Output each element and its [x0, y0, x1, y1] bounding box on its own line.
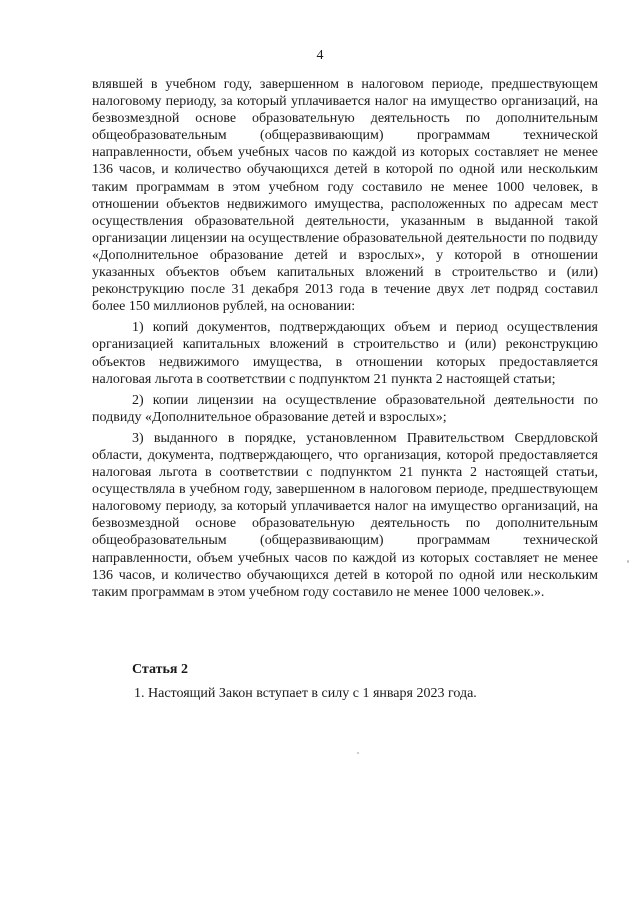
- scan-speck: [357, 752, 359, 754]
- document-body: [92, 76, 598, 601]
- page-number: 4: [316, 48, 324, 63]
- list-item-1: 1) копий документов, подтверждающих объем и период осуществления организацией капитальных вложений в строительство и (или) реконструкцию объектов недвижимого имущества, в отношении которых предоставляется налоговая льгота в соответствии с подпунктом 21 пункта 2 настоящей статьи;: [92, 320, 598, 387]
- list-item-2: 2) копии лицензии на осуществление образовательной деятельности по подвиду «Дополнительное образование детей и взрослых»;: [92, 392, 598, 425]
- intro-paragraph: влявшей в учебном году, завершенном в налоговом периоде, предшествующем налоговому периоду, за который уплачивается налог на имущество организаций, на безвозмездной основе образовательную деятельность по дополнительным общеобразовательным (общеразвивающим) программам технической направленности, объем учебных часов по каждой из которых составляет не менее 136 часов, и количество обучающихся детей в которой по одной или нескольким таким программам в этом учебном году составило не менее 1000 человек, в отношении объектов недвижимого имущества, расположенных по адресам мест осуществления образовательной деятельности, указанным в выданной такой организации лицензии на осуществление образовательной деятельности по подвиду «Дополнительное образование детей и взрослых», у которой в отношении указанных объектов объем капитальных вложений в строительство и (или) реконструкцию после 31 декабря 2013 года в течение двух лет подряд составил более 150 миллионов рублей, на основании:: [92, 77, 598, 315]
- article-paragraph: 1. Настоящий Закон вступает в силу с 1 января 2023 года.: [134, 686, 477, 701]
- scan-speck: [627, 560, 629, 563]
- list-item-3: 3) выданного в порядке, установленном Правительством Свердловской области, документа, подтверждающего, что организация, которой предоставляется налоговая льгота в соответствии с подпунктом 21 пункта 2 настоящей статьи, осуществляла в учебном году, завершенном в налоговом периоде, предшествующем налоговому периоду, за который уплачивается налог на имущество организаций, на безвозмездной основе образовательную деятельность по дополнительным общеобразовательным (общеразвивающим) программам технической направленности, объем учебных часов по каждой из которых составляет не менее 136 часов, и количество обучающихся детей в которой по одной или нескольким таким программам в этом учебном году составило не менее 1000 человек.».: [92, 430, 598, 600]
- article-heading: Статья 2: [132, 662, 188, 677]
